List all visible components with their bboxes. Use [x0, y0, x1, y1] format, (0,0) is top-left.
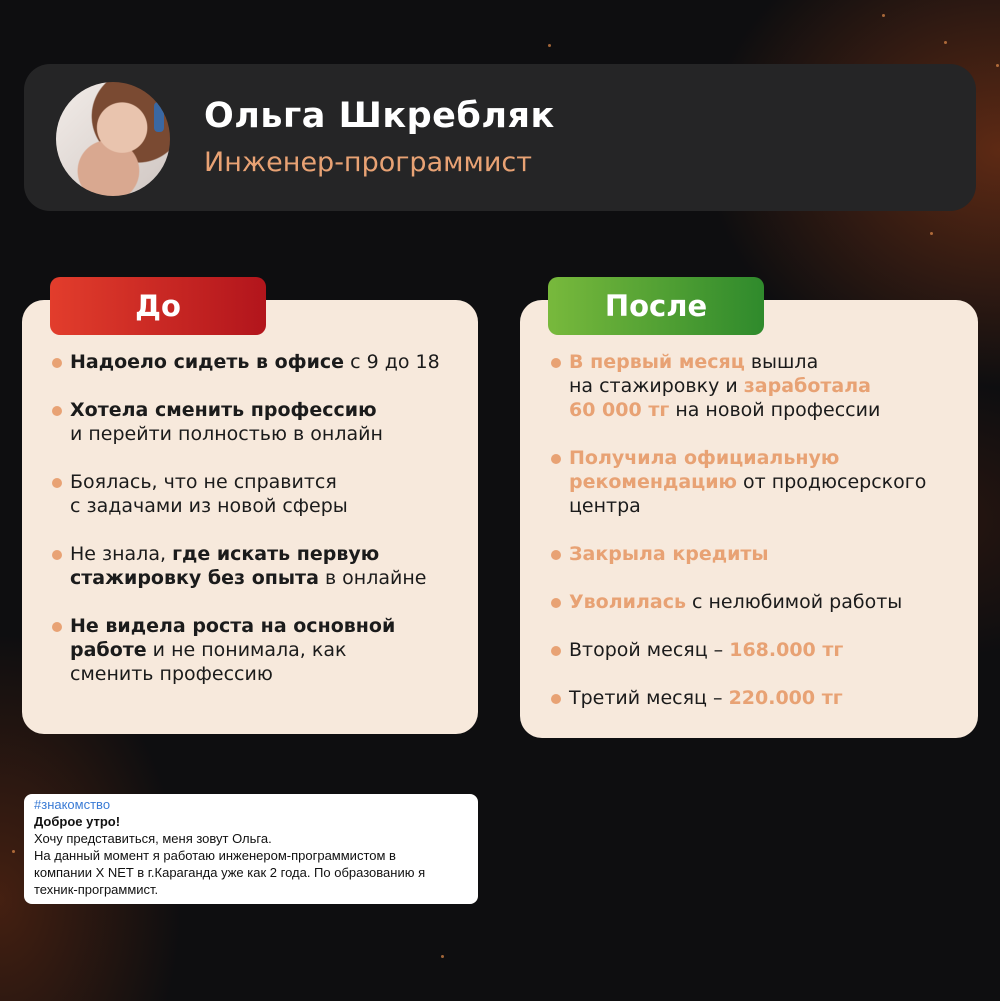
item-text: в онлайне [318, 567, 427, 589]
item-text: с задачами из новой сферы [70, 495, 348, 517]
item-text: работе [70, 639, 147, 661]
item-text: от продюсерского [737, 471, 927, 493]
item-text: Третий месяц – [569, 687, 729, 709]
spark [548, 44, 551, 47]
item-text: Боялась, что не справится [70, 471, 337, 493]
greeting: Доброе утро! [34, 814, 121, 829]
item-text: заработала [743, 375, 871, 397]
item-text: 220.000 тг [728, 687, 843, 709]
after-item [569, 350, 969, 422]
item-text: с 9 до 18 [344, 351, 440, 373]
avatar [56, 82, 170, 196]
spark [441, 955, 444, 958]
after-item [569, 542, 969, 566]
spark [996, 64, 999, 67]
after-item [569, 446, 969, 518]
item-text: и не понимала, как [146, 639, 347, 661]
item-text: на новой профессии [669, 399, 881, 421]
message-screenshot [24, 794, 478, 904]
item-text: Не знала, [70, 543, 173, 565]
profile-role: Инженер-программист [204, 147, 532, 178]
message-line: компании X NET в г.Караганда уже как 2 года. По образованию я [34, 865, 426, 880]
item-text: где искать первую [172, 543, 380, 565]
item-text: Хотела сменить профессию [70, 399, 377, 421]
item-text: рекомендацию [569, 471, 738, 493]
before-label: До [50, 277, 266, 335]
item-text: вышла [744, 351, 819, 373]
item-text: Уволилась [569, 591, 686, 613]
item-text: Не видела роста на основной [70, 615, 396, 637]
after-item [569, 638, 969, 662]
item-text: центра [569, 495, 641, 517]
item-text: с нелюбимой работы [685, 591, 903, 613]
before-item [70, 614, 470, 686]
before-item [70, 470, 470, 518]
item-text: сменить профессию [70, 663, 273, 685]
item-text: стажировку без опыта [70, 567, 319, 589]
spark [12, 850, 15, 853]
item-text: 168.000 тг [729, 639, 844, 661]
after-label: После [548, 277, 764, 335]
spark [930, 232, 933, 235]
after-item [569, 590, 969, 614]
before-item [70, 542, 470, 590]
item-text: 60 000 тг [569, 399, 670, 421]
after-item [569, 686, 969, 710]
before-item [70, 350, 470, 374]
profile-header [24, 64, 976, 211]
hashtag: #знакомство [34, 797, 111, 812]
spark [944, 41, 947, 44]
item-text: Второй месяц – [569, 639, 730, 661]
spark [882, 14, 885, 17]
message-line: техник-программист. [34, 882, 159, 897]
item-text: В первый месяц [569, 351, 745, 373]
item-text: на стажировку и [569, 375, 744, 397]
item-text: Надоело сидеть в офисе [70, 351, 345, 373]
before-item [70, 398, 470, 446]
item-text: и перейти полностью в онлайн [70, 423, 383, 445]
message-line: На данный момент я работаю инженером-программистом в [34, 848, 396, 863]
item-text: Закрыла кредиты [569, 543, 769, 565]
item-text: Получила официальную [569, 447, 840, 469]
profile-name: Ольга Шкребляк [204, 96, 555, 136]
message-line: Хочу представиться, меня зовут Ольга. [34, 831, 272, 846]
